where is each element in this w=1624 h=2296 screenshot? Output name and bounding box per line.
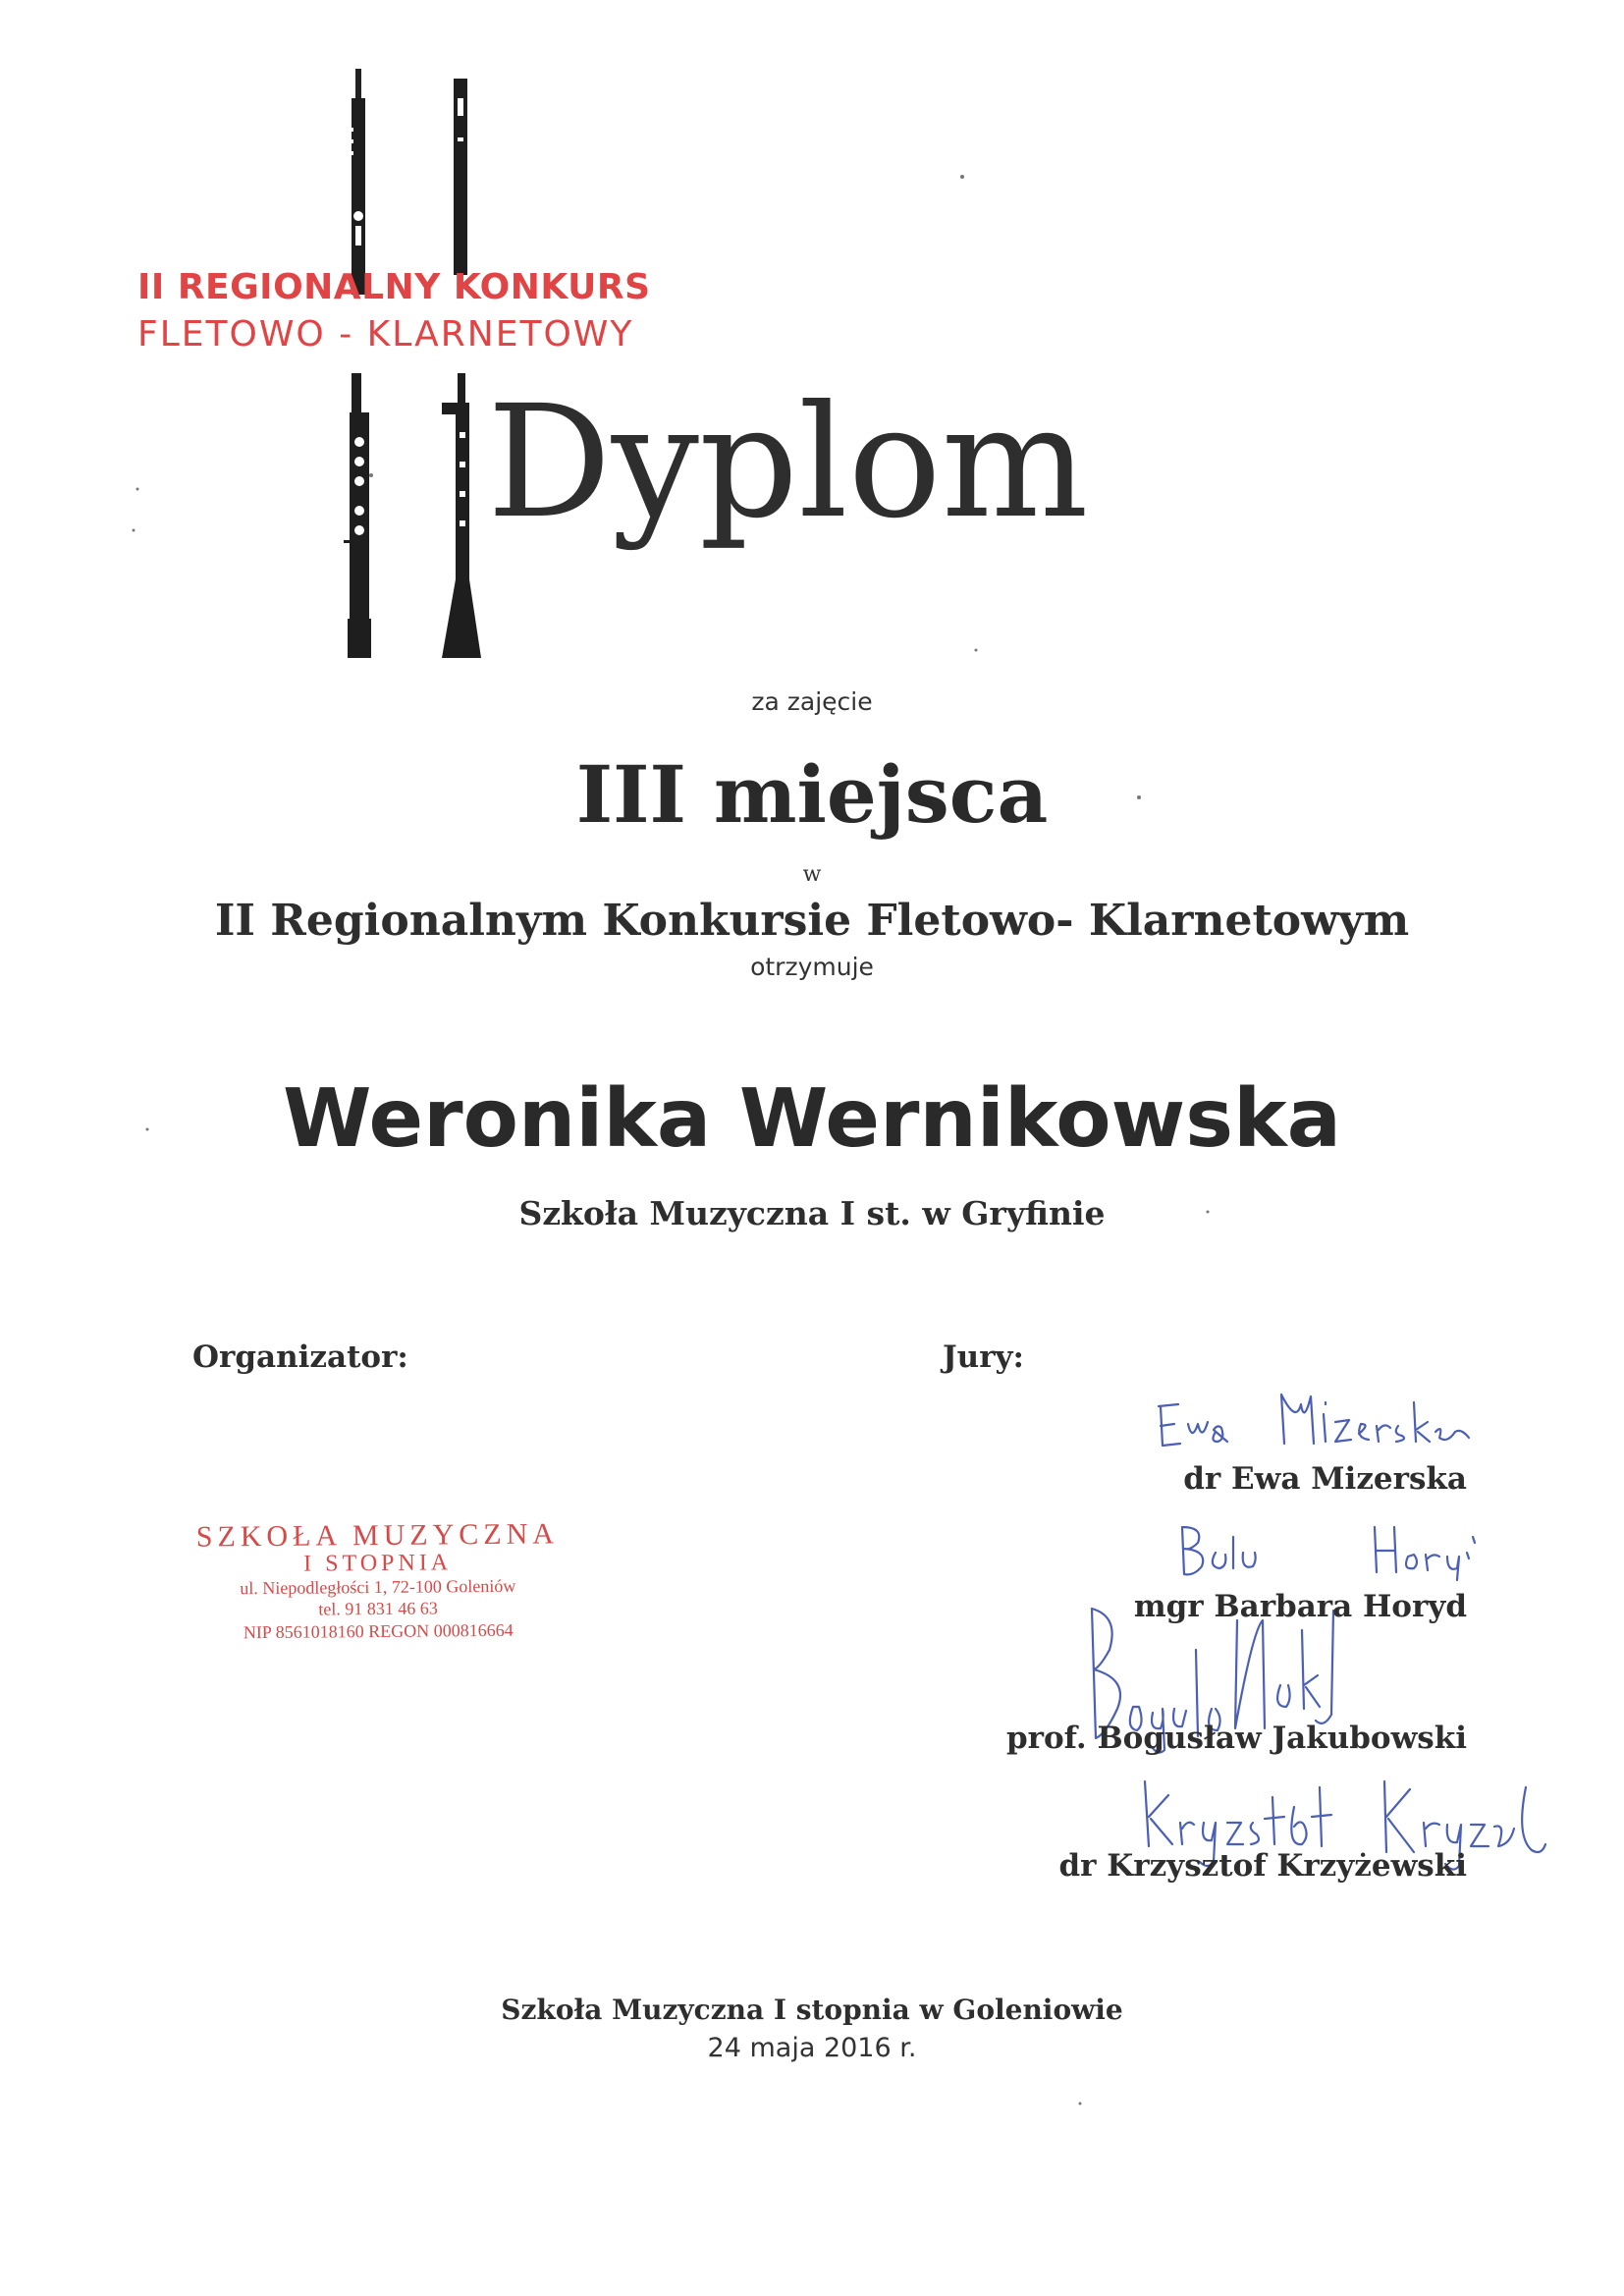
jury-member-3: prof. Bogusław Jakubowski xyxy=(1005,1721,1467,1756)
stamp-line4: tel. 91 831 46 63 xyxy=(318,1598,438,1619)
stamp-line1: SZKOŁA MUZYCZNA xyxy=(195,1517,560,1554)
jury-label: Jury: xyxy=(943,1339,1024,1375)
recipient-school: Szkoła Muzyczna I st. w Gryfinie xyxy=(518,1194,1106,1232)
page-title: Dyplom xyxy=(487,372,1089,553)
award-place: III miejsca xyxy=(575,748,1049,841)
recipient-name: Weronika Wernikowska xyxy=(283,1072,1341,1166)
award-connector: w xyxy=(802,862,822,887)
jury-member-1: dr Ewa Mizerska xyxy=(1183,1461,1467,1497)
organizer-label: Organizator: xyxy=(192,1339,408,1375)
jury-member-2: mgr Barbara Horyd xyxy=(1133,1589,1467,1624)
receives-label: otrzymuje xyxy=(750,953,874,981)
contest-name: II Regionalnym Konkursie Fletowo- Klarnetowym xyxy=(214,896,1410,946)
logo-title-line1: II REGIONALNY KONKURS xyxy=(137,267,651,307)
stamp-line5: NIP 8561018160 REGON 000816664 xyxy=(243,1619,514,1642)
stamp-line2: I STOPNIA xyxy=(303,1549,453,1577)
jury-member-4: dr Krzysztof Krzyżewski xyxy=(1058,1848,1467,1884)
logo-title-line2: FLETOWO - KLARNETOWY xyxy=(137,314,634,355)
footer-date: 24 maja 2016 r. xyxy=(707,2033,917,2063)
footer-school: Szkoła Muzyczna I stopnia w Goleniowie xyxy=(501,1994,1123,2026)
stamp-line3: ul. Niepodległości 1, 72-100 Goleniów xyxy=(240,1575,516,1598)
award-prefix: za zajęcie xyxy=(751,687,873,716)
